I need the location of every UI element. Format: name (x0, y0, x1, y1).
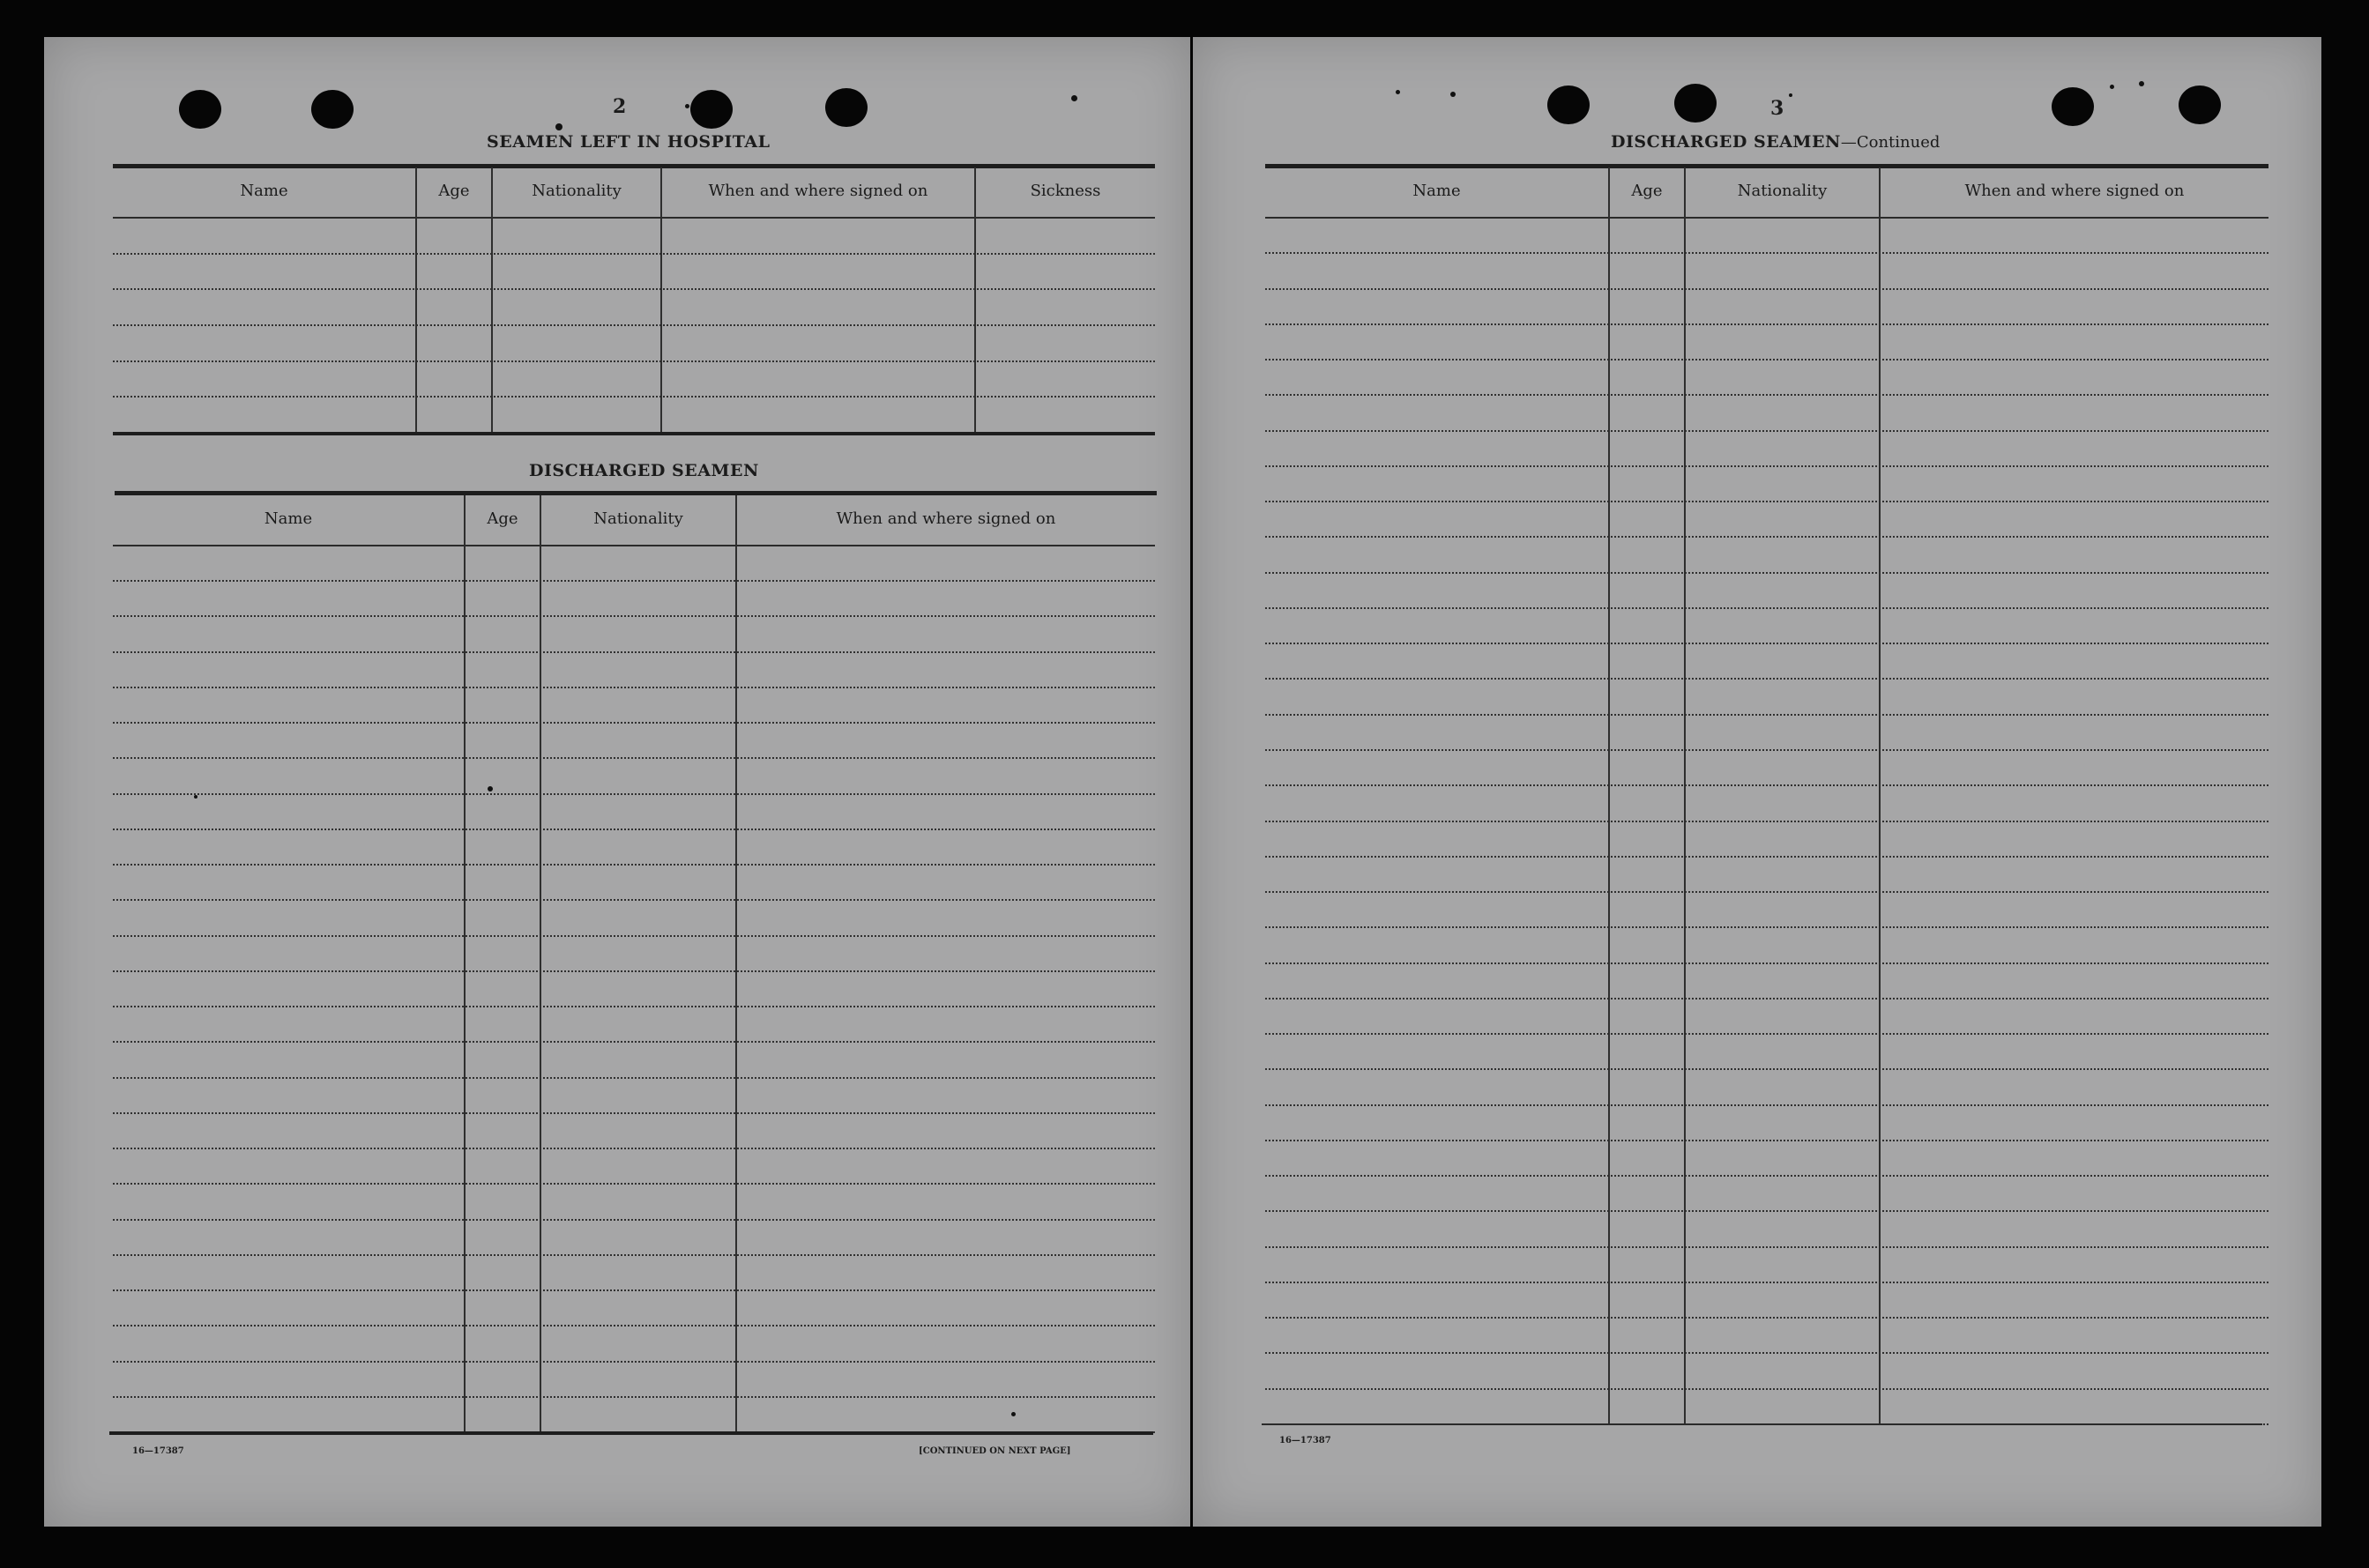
row-rule (113, 687, 1155, 688)
punch-hole (311, 90, 354, 129)
row-rule (113, 1219, 1155, 1221)
row-rule (1265, 926, 2268, 928)
row-rule (1265, 1246, 2268, 1248)
row-rule (1265, 572, 2268, 574)
row-rule (1265, 1317, 2268, 1319)
discharged-continued-header-rule (1265, 217, 2268, 219)
scan-speck (2139, 81, 2144, 86)
punch-hole (2052, 87, 2094, 126)
column-header-nationality: Nationality (593, 509, 683, 528)
punch-hole (1547, 85, 1590, 124)
row-rule (1265, 394, 2268, 396)
form-number: 16—17387 (1279, 1436, 1331, 1445)
row-rule (113, 899, 1155, 901)
column-divider (660, 167, 662, 432)
row-rule (1265, 1388, 2268, 1390)
column-header-age: Age (438, 182, 470, 200)
row-rule (1265, 678, 2268, 680)
column-divider (1879, 167, 1881, 1423)
discharged-top-rule (115, 491, 1157, 495)
column-divider (464, 495, 466, 1431)
row-rule (1265, 501, 2268, 502)
column-header-age: Age (487, 509, 518, 528)
scan-speck (1789, 93, 1792, 97)
left-page (44, 37, 1190, 1527)
column-divider (1684, 167, 1686, 1423)
hospital-header-rule (113, 217, 1155, 219)
row-rule (113, 864, 1155, 866)
row-rule (1265, 1282, 2268, 1283)
row-rule (1265, 821, 2268, 822)
row-rule (1265, 607, 2268, 609)
column-header-nationality: Nationality (532, 182, 622, 200)
row-rule (1265, 856, 2268, 858)
row-rule (1265, 998, 2268, 1000)
row-rule (113, 1041, 1155, 1043)
row-rule (1265, 1033, 2268, 1035)
row-rule (1265, 1210, 2268, 1212)
row-rule (113, 1361, 1155, 1363)
row-rule (113, 253, 1155, 255)
row-rule (113, 651, 1155, 653)
continued-note: [CONTINUED ON NEXT PAGE] (919, 1446, 1071, 1456)
row-rule (113, 1254, 1155, 1256)
row-rule (113, 1112, 1155, 1114)
discharged-continued-top-rule (1265, 164, 2268, 168)
row-rule (1265, 359, 2268, 360)
row-rule (1265, 643, 2268, 644)
punch-hole (179, 90, 221, 129)
right-page (1193, 37, 2321, 1527)
row-rule (1265, 288, 2268, 290)
column-header-age: Age (1631, 182, 1663, 200)
row-rule (113, 1289, 1155, 1291)
row-rule (1265, 1104, 2268, 1106)
discharged-continued-bottom-rule (1262, 1423, 2262, 1425)
scan-speck (488, 786, 493, 791)
page-number: 3 (1770, 97, 1784, 120)
column-divider (540, 495, 541, 1431)
row-rule (113, 829, 1155, 830)
row-rule (1265, 1140, 2268, 1141)
column-header-nationality: Nationality (1737, 182, 1828, 200)
punch-hole (1674, 84, 1717, 123)
row-rule (113, 970, 1155, 972)
hospital-top-rule (113, 164, 1155, 168)
discharged-header-rule (113, 545, 1155, 546)
row-rule (113, 396, 1155, 398)
column-divider (1608, 167, 1610, 1423)
hospital-section-title: SEAMEN LEFT IN HOSPITAL (487, 132, 771, 152)
column-divider (491, 167, 493, 432)
row-rule (1265, 891, 2268, 893)
row-rule (1265, 430, 2268, 432)
row-rule (1265, 465, 2268, 467)
column-header-name: Name (1412, 182, 1461, 200)
column-header-when-where-signed-on: When and where signed on (836, 509, 1056, 528)
discharged-section-title: DISCHARGED SEAMEN (529, 461, 759, 480)
column-header-name: Name (240, 182, 288, 200)
column-header-when-where-signed-on: When and where signed on (708, 182, 928, 200)
hospital-bottom-rule (113, 432, 1155, 435)
row-rule (113, 935, 1155, 937)
row-rule (113, 288, 1155, 290)
row-rule (113, 1396, 1155, 1398)
column-divider (735, 495, 737, 1431)
scan-speck (1396, 90, 1400, 94)
scan-speck (685, 104, 689, 108)
punch-hole (2179, 85, 2221, 124)
row-rule (113, 757, 1155, 759)
row-rule (113, 580, 1155, 582)
section-title-text: DISCHARGED SEAMEN (1611, 132, 1841, 152)
row-rule (113, 722, 1155, 724)
scan-speck (1071, 95, 1077, 101)
scan-speck (1011, 1412, 1016, 1416)
row-rule (113, 615, 1155, 617)
punch-hole (825, 88, 868, 127)
row-rule (1265, 784, 2268, 786)
row-rule (1265, 1068, 2268, 1070)
column-header-name: Name (264, 509, 313, 528)
punch-hole (690, 90, 733, 129)
discharged-continued-section-title (1611, 132, 1940, 152)
row-rule (1265, 962, 2268, 964)
row-rule (113, 1006, 1155, 1007)
scan-speck (555, 123, 562, 130)
column-divider (415, 167, 417, 432)
section-title-suffix: —Continued (1840, 133, 1941, 152)
scan-speck (194, 795, 197, 799)
row-rule (1265, 714, 2268, 716)
row-rule (113, 793, 1155, 795)
form-number: 16—17387 (132, 1446, 184, 1456)
row-rule (113, 324, 1155, 326)
row-rule (1265, 536, 2268, 538)
scan-speck (1450, 92, 1456, 97)
row-rule (1265, 323, 2268, 325)
row-rule (1265, 1175, 2268, 1177)
column-header-sickness: Sickness (1030, 182, 1101, 200)
row-rule (1265, 1352, 2268, 1354)
row-rule (1265, 749, 2268, 751)
page-number: 2 (613, 95, 627, 118)
row-rule (113, 1325, 1155, 1326)
row-rule (113, 1148, 1155, 1149)
row-rule (113, 1183, 1155, 1185)
row-rule (113, 360, 1155, 362)
column-divider (974, 167, 976, 432)
scan-speck (2110, 85, 2114, 89)
row-rule (113, 1077, 1155, 1079)
column-header-when-where-signed-on: When and where signed on (1964, 182, 2185, 200)
discharged-bottom-rule (109, 1431, 1153, 1435)
row-rule (1265, 252, 2268, 254)
